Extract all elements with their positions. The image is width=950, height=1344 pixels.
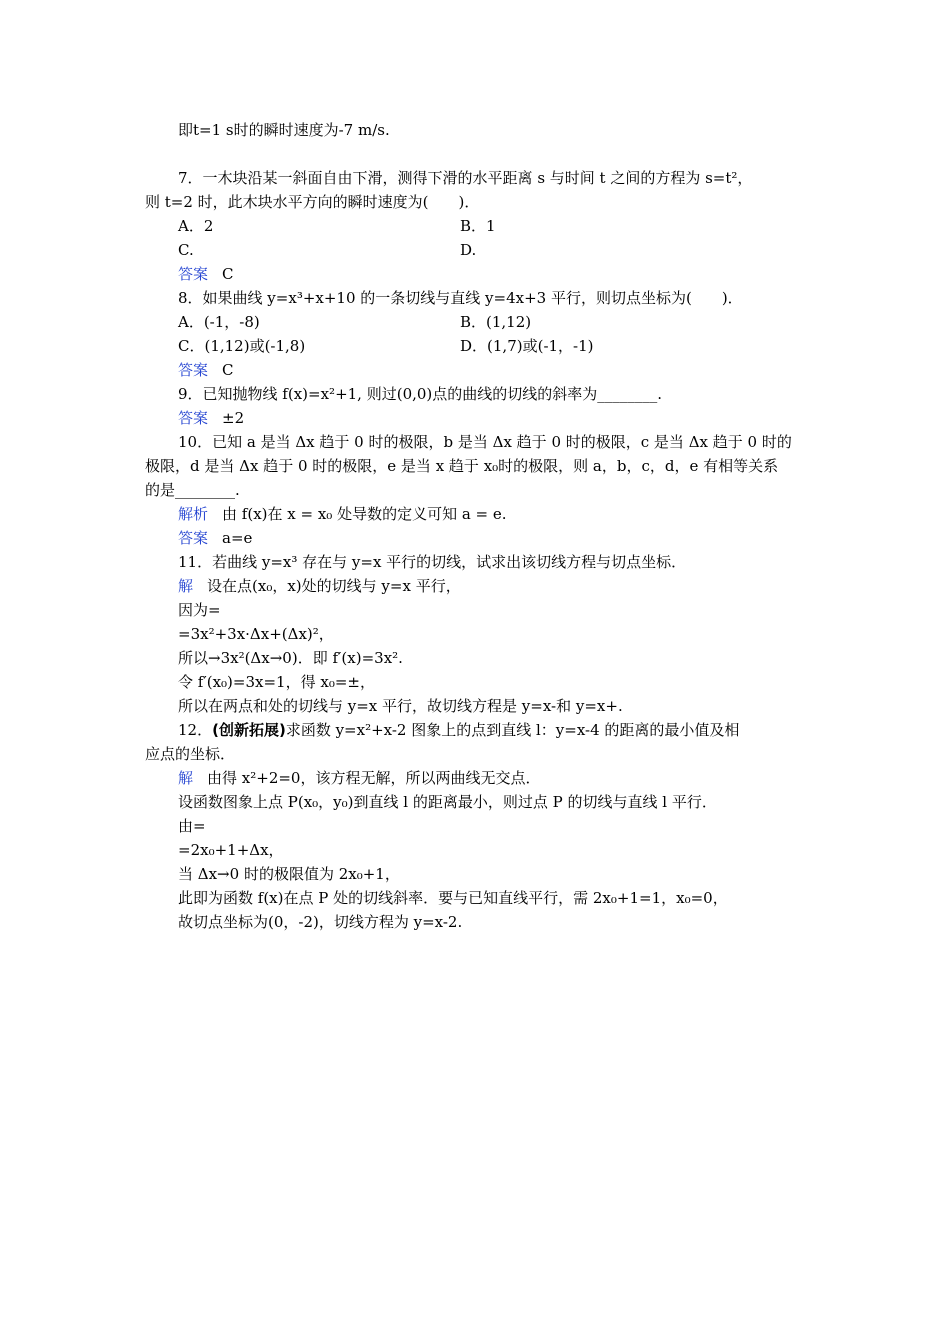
question-12-solution-6: 此即为函数 f(x)在点 P 处的切线斜率．要与已知直线平行，需 2x₀+1=1，x₀=0， [178,889,728,907]
option-d: D．(1,7)或(-1，-1) [460,337,594,355]
question-12-solution-7: 故切点坐标为(0，-2)，切线方程为 y=x-2. [178,913,463,931]
analysis-text: 由 f(x)在 x = x₀ 处导数的定义可知 a = e. [222,505,507,523]
question-12-line-1 [145,718,810,742]
answer-label: 答案 [178,361,209,379]
question-10-analysis [145,502,810,526]
answer-label: 答案 [178,265,209,283]
solution-label: 解 [178,577,194,595]
option-d: D. [460,241,477,259]
answer-value: ±2 [222,409,245,427]
question-11-solution-3: =3x²+3x·Δx+(Δx)²， [178,625,334,643]
question-10-line-2: 极限，d 是当 Δx 趋于 0 时的极限，e 是当 x 趋于 x₀时的极限，则 a，b，c，d，e 有相等关系 [145,457,779,475]
question-12-solution-4: =2x₀+1+Δx， [178,841,284,859]
option-b: B．(1,12) [460,313,532,331]
question-8: 8．如果曲线 y=x³+x+10 的一条切线与直线 y=4x+3 平行，则切点坐标为( )． [178,289,743,307]
question-9: 9．已知抛物线 f(x)=x²+1, 则过(0,0)点的曲线的切线的斜率为________. [178,385,663,403]
question-11-solution-1 [145,574,810,598]
answer-label: 答案 [178,529,209,547]
solution-text: 设在点(x₀，x)处的切线与 y=x 平行， [207,577,461,595]
question-8-options-cd [145,334,810,358]
question-7-line-1: 7．一木块沿某一斜面自由下滑，测得下滑的水平距离 s 与时间 t 之间的方程为 s=t²， [178,169,753,187]
question-number: 12． [178,721,213,739]
answer-value: a=e [222,529,253,547]
question-7-answer [145,262,810,286]
question-12-solution-1 [145,766,810,790]
question-9-answer [145,406,810,430]
question-8-answer [145,358,810,382]
question-11-solution-4: 所以→3x²(Δx→0)．即 f′(x)=3x². [178,649,403,667]
question-10-answer [145,526,810,550]
option-c: C. [178,241,194,259]
answer-label: 答案 [178,409,209,427]
question-10-line-3: 的是________. [145,481,240,499]
question-7-options-ab [145,214,810,238]
solution-text: 由得 x²+2=0，该方程无解，所以两曲线无交点． [207,769,541,787]
question-11-solution-6: 所以在两点和处的切线与 y=x 平行，故切线方程是 y=x-和 y=x+. [178,697,623,715]
answer-value: C [222,265,234,283]
question-7-line-2: 则 t=2 时，此木块水平方向的瞬时速度为( )． [145,193,480,211]
question-12-solution-5: 当 Δx→0 时的极限值为 2x₀+1， [178,865,400,883]
analysis-label: 解析 [178,505,209,523]
answer-value: C [222,361,234,379]
document-page [145,118,810,934]
question-11-solution-2: 因为= [178,601,221,619]
question-12-solution-3: 由= [178,817,206,835]
question-11-solution-5: 令 f′(x₀)=3x=1，得 x₀=±， [178,673,375,691]
option-b: B．1 [460,217,496,235]
question-7-options-cd [145,238,810,262]
question-8-options-ab [145,310,810,334]
option-c: C．(1,12)或(-1,8) [178,337,306,355]
option-a: A．(-1，-8) [178,313,260,331]
question-10-line-1: 10．已知 a 是当 Δx 趋于 0 时的极限，b 是当 Δx 趋于 0 时的极限，c 是当 Δx 趋于 0 时的 [178,433,792,451]
innovation-tag: (创新拓展) [212,721,286,739]
text-line: 即t=1 s时的瞬时速度为-7 m/s. [178,121,390,139]
option-a: A．2 [178,217,214,235]
question-text: 求函数 y=x²+x-2 图象上的点到直线 l：y=x-4 的距离的最小值及相 [285,721,740,739]
question-12-line-2: 应点的坐标． [145,745,236,763]
spacer [145,142,810,166]
solution-label: 解 [178,769,194,787]
question-11: 11．若曲线 y=x³ 存在与 y=x 平行的切线，试求出该切线方程与切点坐标． [178,553,687,571]
question-12-solution-2: 设函数图象上点 P(x₀，y₀)到直线 l 的距离最小，则过点 P 的切线与直线 l 平行． [178,793,717,811]
